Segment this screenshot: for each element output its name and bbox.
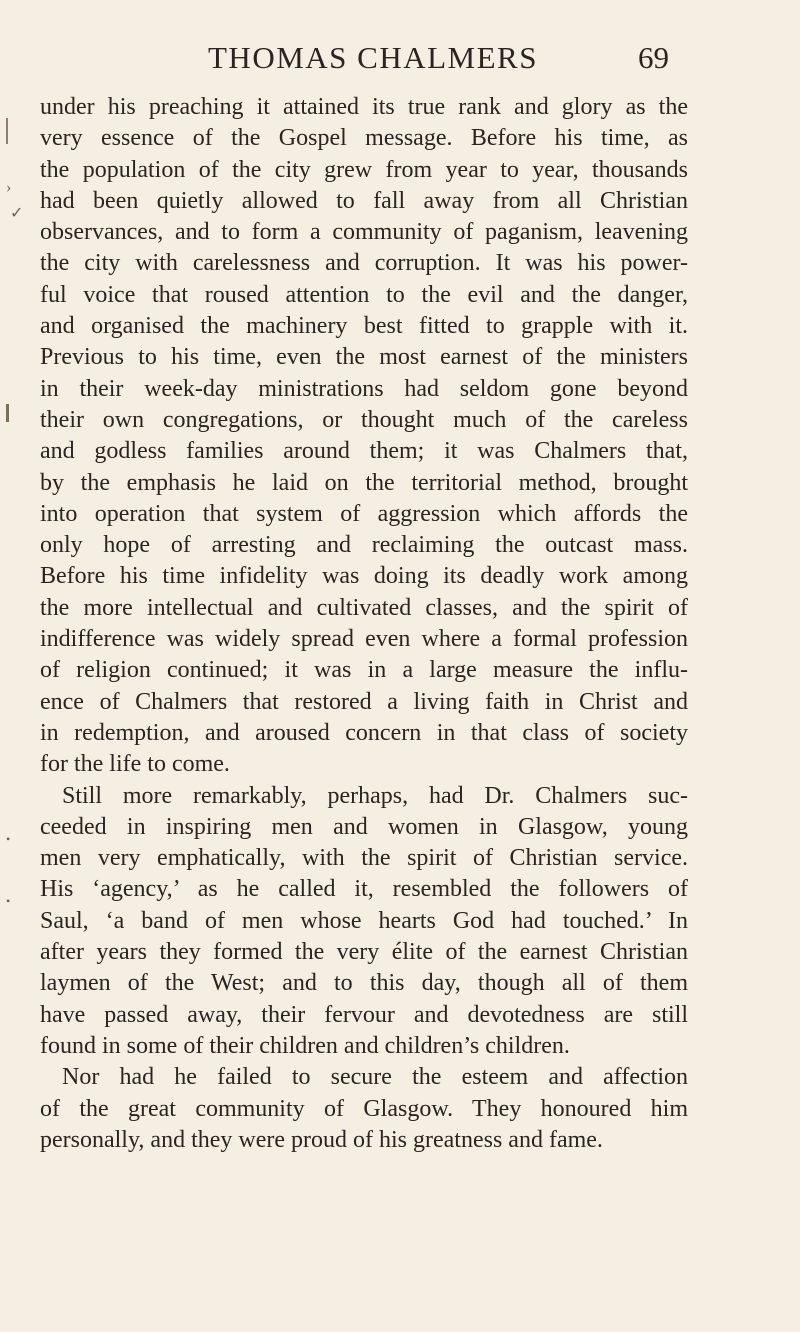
text-line: after years they formed the very élite of the earnest Christian bbox=[40, 939, 688, 966]
text-line: Still more remarkably, perhaps, had Dr. Chalmers suc- bbox=[62, 782, 688, 809]
page-number: 69 bbox=[638, 40, 669, 75]
text-line: His ‘agency,’ as he called it, resembled the followers of bbox=[40, 876, 688, 903]
text-line: into operation that system of aggression which affords the bbox=[40, 500, 688, 527]
paragraph-3 bbox=[40, 1062, 688, 1156]
text-line: ful voice that roused attention to the evil and the danger, bbox=[40, 281, 688, 308]
text-line: their own congregations, or thought much of the careless bbox=[40, 406, 688, 433]
text-line: Previous to his time, even the most earnest of the ministers bbox=[40, 344, 688, 371]
running-head bbox=[0, 38, 800, 78]
text-line: the population of the city grew from year to year, thousands bbox=[40, 156, 688, 183]
margin-mark-bar-icon bbox=[6, 118, 8, 144]
text-line: of religion continued; it was in a large measure the influ- bbox=[40, 657, 688, 684]
text-line: ceeded in inspiring men and women in Glasgow, young bbox=[40, 813, 688, 840]
text-line: found in some of their children and children’s children. bbox=[40, 1032, 570, 1059]
text-line: Before his time infidelity was doing its deadly work among bbox=[40, 563, 688, 590]
text-line: and organised the machinery best fitted to grapple with it. bbox=[40, 313, 688, 340]
text-line: the city with carelessness and corruption. It was his power- bbox=[40, 250, 688, 277]
paragraph-1 bbox=[40, 92, 688, 781]
text-line: have passed away, their fervour and devotedness are still bbox=[40, 1001, 688, 1028]
text-line: and godless families around them; it was Chalmers that, bbox=[40, 438, 688, 465]
text-line: had been quietly allowed to fall away from all Christian bbox=[40, 187, 688, 214]
margin-mark-dot-icon: • bbox=[6, 832, 11, 846]
margin-mark-dot-icon: • bbox=[6, 894, 11, 908]
text-line: under his preaching it attained its true rank and glory as the bbox=[40, 94, 688, 120]
text-line: very essence of the Gospel message. Before his time, as bbox=[40, 125, 688, 152]
text-line: Nor had he failed to secure the esteem and affection bbox=[62, 1064, 688, 1091]
text-line: for the life to come. bbox=[40, 751, 230, 778]
margin-mark-check-icon: ✓ bbox=[10, 205, 24, 222]
text-line: in their week-day ministrations had seldom gone beyond bbox=[40, 375, 688, 402]
paragraph-2 bbox=[40, 781, 688, 1063]
text-line: by the emphasis he laid on the territorial method, brought bbox=[40, 469, 688, 496]
text-line: indifference was widely spread even where a formal profession bbox=[40, 626, 688, 653]
text-line: personally, and they were proud of his greatness and fame. bbox=[40, 1126, 603, 1153]
text-line: men very emphatically, with the spirit of Christian service. bbox=[40, 845, 688, 872]
text-line: the more intellectual and cultivated classes, and the spirit of bbox=[40, 594, 688, 621]
margin-mark-bracket-icon bbox=[6, 404, 9, 422]
text-line: in redemption, and aroused concern in that class of society bbox=[40, 719, 688, 746]
text-line: observances, and to form a community of paganism, leavening bbox=[40, 219, 688, 246]
body-text bbox=[40, 92, 688, 1156]
running-title: THOMAS CHALMERS bbox=[208, 40, 538, 75]
text-line: Saul, ‘a band of men whose hearts God had touched.’ In bbox=[40, 907, 688, 934]
margin-mark-chevron-icon: › bbox=[6, 179, 12, 196]
text-line: ence of Chalmers that restored a living faith in Christ and bbox=[40, 688, 688, 715]
text-line: only hope of arresting and reclaiming the outcast mass. bbox=[40, 532, 688, 559]
text-line: of the great community of Glasgow. They honoured him bbox=[40, 1095, 688, 1122]
text-line: laymen of the West; and to this day, though all of them bbox=[40, 970, 688, 997]
